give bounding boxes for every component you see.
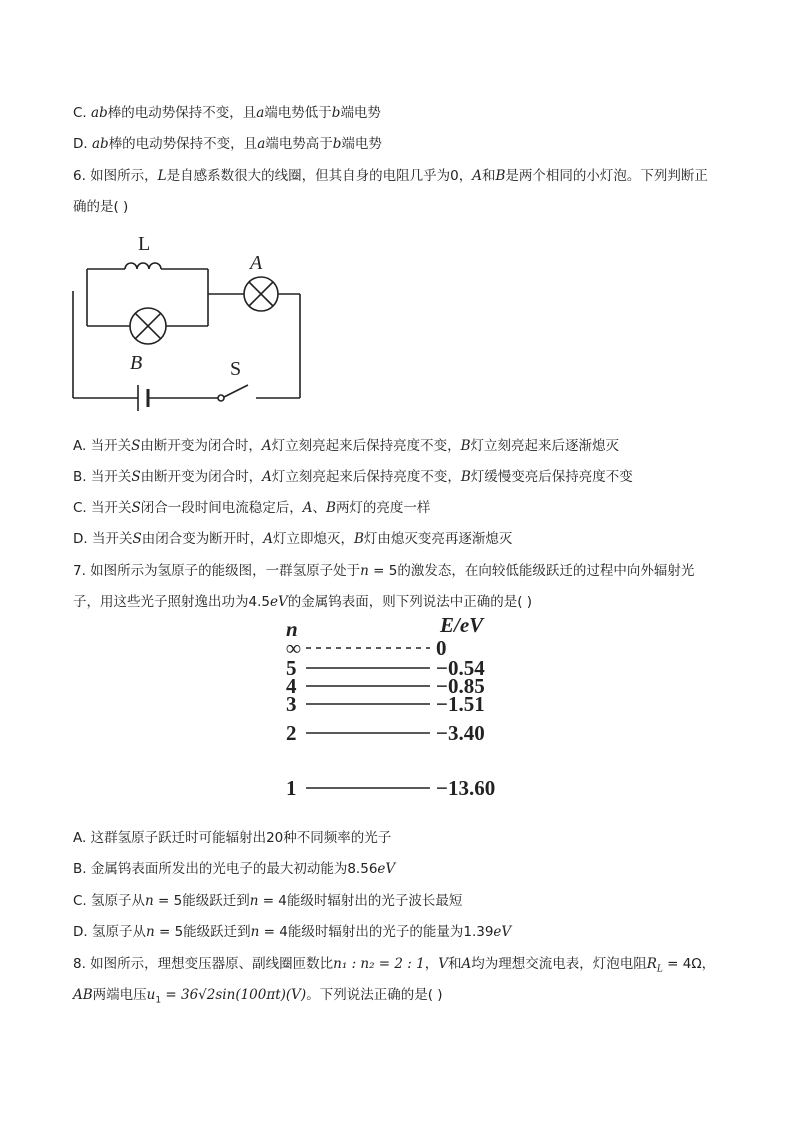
q5-option-c: C. ab棒的电动势保持不变，且a端电势低于b端电势: [73, 105, 381, 121]
diagram-header-e: E/eV: [440, 613, 484, 637]
level-n-label: 1: [286, 776, 297, 800]
level-energy-label: −0.85: [436, 674, 485, 698]
q6-option-a: A. 当开关S由断开变为闭合时，A灯立刻亮起来后保持亮度不变，B灯立刻亮起来后逐渐熄灭: [73, 438, 620, 454]
q7-stem-line2: 子，用这些光子照射逸出功为4.5eV的金属钨表面，则下列说法中正确的是( ): [73, 594, 533, 610]
circuit-label-a: A: [250, 252, 263, 274]
circuit-label-b: B: [130, 352, 143, 374]
q6-option-d: D. 当开关S由闭合变为断开时，A灯立即熄灭，B灯由熄灭变亮再逐渐熄灭: [73, 531, 513, 547]
level-energy-label: 0: [436, 636, 447, 660]
diagram-header-n: n: [286, 617, 298, 641]
level-n-label: 2: [286, 721, 297, 745]
level-n-label: 4: [286, 674, 297, 698]
level-energy-label: −0.54: [436, 656, 485, 680]
q8-stem-line2: AB两端电压$u_1 = 36√2\sin(100\pi t)(V)$。下列说法正确的是( ): [73, 987, 443, 1006]
q7-option-c: C. 氢原子从n = 5能级跃迁到n = 4能级时辐射出的光子波长最短: [73, 893, 463, 909]
circuit-label-l: L: [138, 233, 151, 255]
level-energy-label: −1.51: [436, 692, 485, 716]
q5-option-d: D. ab棒的电动势保持不变，且a端电势高于b端电势: [73, 136, 382, 152]
q6-option-b: B. 当开关S由断开变为闭合时，A灯立刻亮起来后保持亮度不变，B灯缓慢变亮后保持亮度不变: [73, 469, 633, 485]
q8-stem-line1: 8. 如图所示，理想变压器原、副线圈匝数比n₁ : n₂ = 2 : 1，V和A均为理想交流电表，灯泡电阻$R_L = 4\Omega$，: [73, 956, 716, 975]
level-energy-label: −13.60: [436, 776, 496, 800]
q6-stem-line2: 确的是( ): [73, 199, 129, 215]
level-n-label: 5: [286, 656, 297, 680]
q7-option-a: A. 这群氢原子跃迁时可能辐射出20种不同频率的光子: [73, 830, 392, 846]
q7-stem-line1: 7. 如图所示为氢原子的能级图，一群氢原子处于n = 5的激发态，在向较低能级跃迁的过程中向外辐射光: [73, 563, 695, 579]
q7-option-b: B. 金属钨表面所发出的光电子的最大初动能为8.56eV: [73, 861, 396, 877]
level-n-label: ∞: [286, 636, 301, 660]
q7-energy-level-diagram: [270, 612, 530, 804]
level-energy-label: −3.40: [436, 721, 485, 745]
q6-stem-line1: 6. 如图所示，L是自感系数很大的线圈，但其自身的电阻几乎为0，A和B是两个相同的小灯泡。下列判断正: [73, 168, 708, 184]
q7-option-d: D. 氢原子从n = 5能级跃迁到n = 4能级时辐射出的光子的能量为1.39eV: [73, 924, 512, 940]
q6-circuit-diagram: [60, 225, 320, 420]
level-n-label: 3: [286, 692, 297, 716]
circuit-label-s: S: [230, 358, 242, 380]
q6-option-c: C. 当开关S闭合一段时间电流稳定后，A、B两灯的亮度一样: [73, 500, 431, 516]
